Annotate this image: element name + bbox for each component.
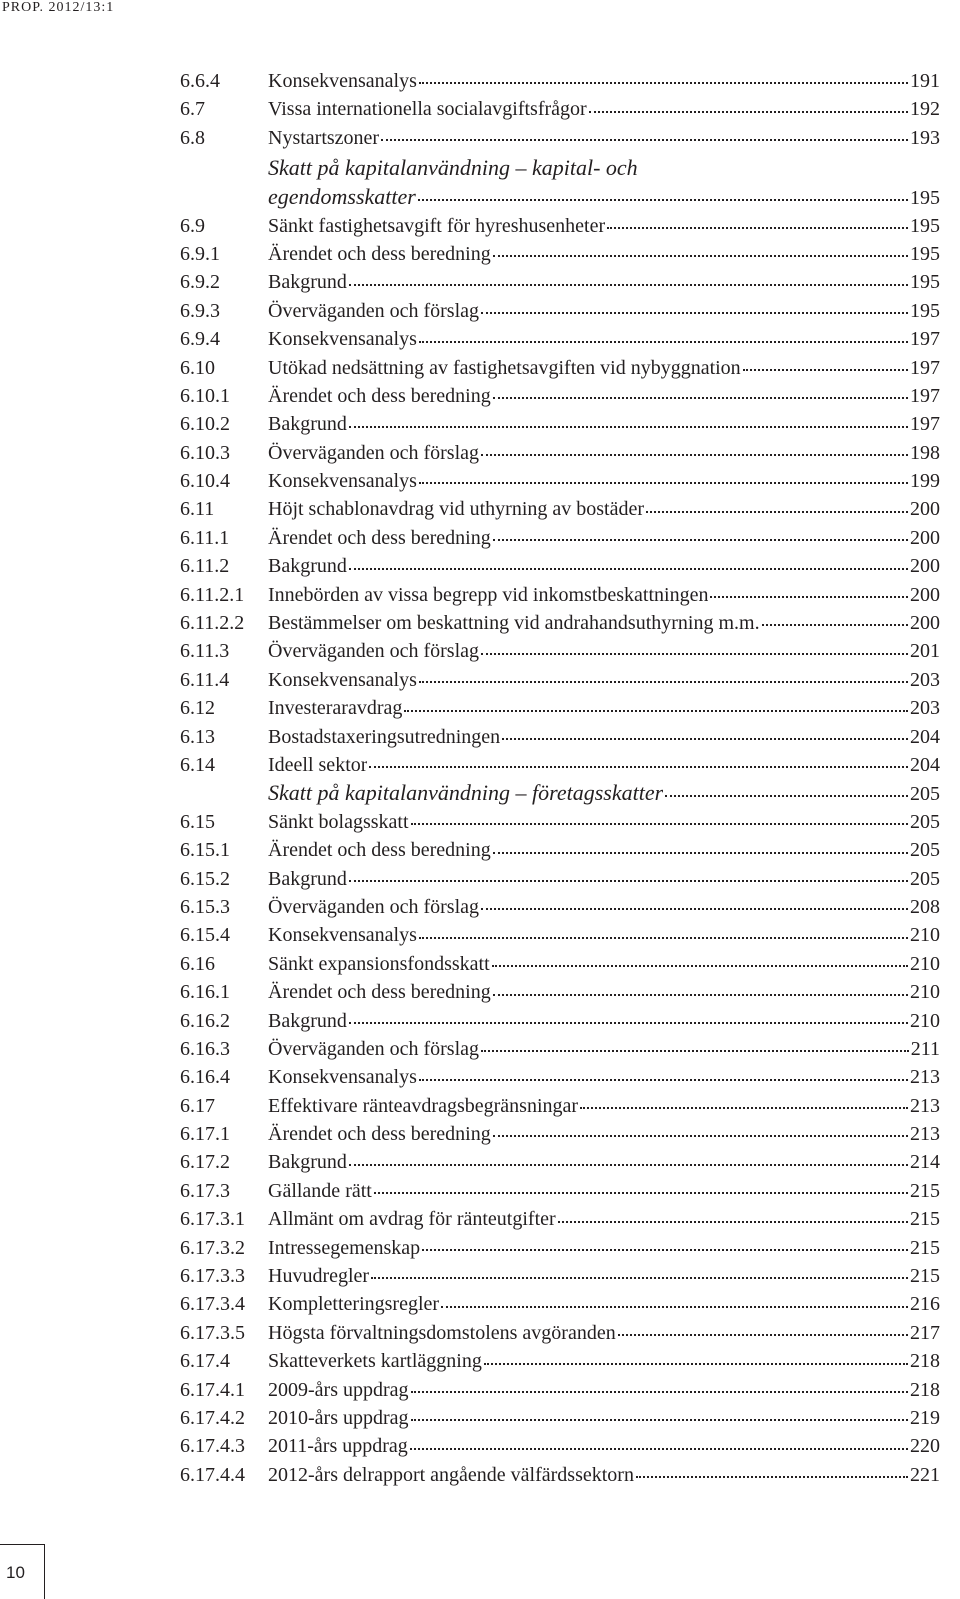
- toc-entry[interactable]: [180, 609, 940, 637]
- toc-entry-title: Bakgrund: [268, 1151, 347, 1174]
- toc-entry[interactable]: [180, 410, 940, 438]
- toc-entry-page: 217: [910, 1321, 940, 1344]
- toc-entry[interactable]: [180, 1347, 940, 1375]
- toc-entry-title: Bestämmelser om beskattning vid andrahandsuthyrning m.m.: [268, 612, 760, 635]
- toc-entry-page: 203: [910, 697, 940, 720]
- toc-entry-title: Bakgrund: [268, 271, 347, 294]
- toc-dot-leader: [441, 1305, 908, 1308]
- page-number: 10: [6, 1563, 25, 1582]
- toc-entry-title: Överväganden och förslag: [268, 895, 480, 918]
- toc-entry[interactable]: [180, 723, 940, 751]
- toc-entry-page: 218: [910, 1378, 940, 1401]
- toc-dot-leader: [419, 481, 908, 484]
- toc-entry-page: 216: [910, 1293, 940, 1316]
- toc-entry[interactable]: [180, 751, 940, 779]
- toc-entry[interactable]: [180, 1262, 940, 1290]
- toc-entry-number: 6.16.2: [180, 1009, 230, 1032]
- toc-entry-title: Utökad nedsättning av fastighetsavgiften vid nybyggnation: [268, 356, 741, 379]
- toc-entry-page: 221: [910, 1463, 940, 1486]
- toc-entry[interactable]: [180, 212, 940, 240]
- toc-entry-number: 6.9.4: [180, 328, 220, 351]
- toc-entry-title: Huvudregler: [268, 1265, 370, 1288]
- toc-entry-title: Allmänt om avdrag för ränteutgifter: [268, 1208, 556, 1231]
- toc-entry[interactable]: [180, 1063, 940, 1091]
- toc-entry[interactable]: [180, 467, 940, 495]
- toc-entry-number: 6.17: [180, 1094, 215, 1117]
- toc-entry-page: 193: [910, 126, 940, 149]
- toc-entry-page: 213: [910, 1094, 940, 1117]
- toc-entry-number: 6.11: [180, 498, 215, 521]
- toc-section-heading[interactable]: [180, 183, 940, 211]
- toc-entry-number: 6.10.3: [180, 441, 230, 464]
- toc-entry-title: Överväganden och förslag: [268, 640, 480, 663]
- toc-entry-title: Kompletteringsregler: [268, 1293, 440, 1316]
- toc-dot-leader: [481, 652, 908, 655]
- toc-entry-number: 6.13: [180, 725, 215, 748]
- toc-dot-leader: [418, 198, 908, 201]
- toc-entry[interactable]: [180, 268, 940, 296]
- toc-dot-leader: [410, 1447, 908, 1450]
- toc-entry-title: 2012-års delrapport angående välfärdssektorn: [268, 1463, 634, 1486]
- toc-entry-title: Innebörden av vissa begrepp vid inkomstbeskattningen: [268, 583, 709, 606]
- footer-rule-vertical: [44, 1544, 45, 1599]
- toc-entry[interactable]: [180, 439, 940, 467]
- toc-dot-leader: [481, 311, 908, 314]
- toc-entry-title: Ärendet och dess beredning: [268, 839, 491, 862]
- toc-dot-leader: [743, 368, 908, 371]
- toc-entry-page: 210: [910, 1009, 940, 1032]
- toc-dot-leader: [369, 765, 908, 768]
- toc-dot-leader: [493, 851, 908, 854]
- toc-entry-number: 6.9: [180, 214, 205, 237]
- toc-entry-page: 205: [910, 783, 940, 806]
- toc-entry[interactable]: [180, 836, 940, 864]
- toc-entry-page: 200: [910, 583, 940, 606]
- toc-entry-number: 6.11.2.2: [180, 612, 245, 635]
- toc-entry[interactable]: [180, 808, 940, 836]
- toc-entry-page: 205: [910, 839, 940, 862]
- toc-entry-page: 215: [910, 1236, 940, 1259]
- toc-entry[interactable]: [180, 1120, 940, 1148]
- toc-dot-leader: [710, 595, 908, 598]
- toc-dot-leader: [493, 538, 908, 541]
- toc-entry-page: 215: [910, 1265, 940, 1288]
- toc-dot-leader: [493, 993, 908, 996]
- toc-entry[interactable]: [180, 950, 940, 978]
- toc-entry-number: 6.11.3: [180, 640, 230, 663]
- toc-entry[interactable]: [180, 637, 940, 665]
- toc-entry[interactable]: [180, 552, 940, 580]
- toc-dot-leader: [419, 81, 908, 84]
- toc-entry[interactable]: [180, 893, 940, 921]
- toc-entry-title: Överväganden och förslag: [268, 441, 480, 464]
- toc-entry-number: 6.8: [180, 126, 205, 149]
- toc-entry-title: egendomsskatter: [268, 184, 416, 210]
- toc-entry-page: 199: [910, 470, 940, 493]
- toc-entry[interactable]: [180, 1035, 940, 1063]
- toc-entry-number: 6.9.3: [180, 299, 220, 322]
- toc-entry-number: 6.15.4: [180, 924, 230, 947]
- toc-entry-page: 200: [910, 555, 940, 578]
- toc-entry-page: 214: [910, 1151, 940, 1174]
- toc-dot-leader: [502, 737, 908, 740]
- toc-entry-title: 2009-års uppdrag: [268, 1378, 409, 1401]
- toc-entry-page: 211: [910, 1037, 940, 1060]
- toc-entry-title: Konsekvensanalys: [268, 924, 417, 947]
- toc-entry-title: Nystartszoner: [268, 126, 380, 149]
- toc-entry-number: 6.17.3.4: [180, 1293, 245, 1316]
- toc-entry-title: Ärendet och dess beredning: [268, 384, 491, 407]
- toc-entry[interactable]: [180, 1432, 940, 1460]
- toc-entry-page: 195: [910, 214, 940, 237]
- toc-entry[interactable]: [180, 921, 940, 949]
- toc-entry-page: 198: [910, 441, 940, 464]
- toc-entry-number: 6.9.1: [180, 242, 220, 265]
- toc-dot-leader: [419, 1078, 908, 1081]
- toc-dot-leader: [484, 1362, 908, 1365]
- toc-entry[interactable]: [180, 1205, 940, 1233]
- toc-entry-page: 210: [910, 924, 940, 947]
- toc-entry[interactable]: [180, 1007, 940, 1035]
- toc-entry-page: 205: [910, 810, 940, 833]
- toc-entry-title: Effektivare ränteavdragsbegränsningar: [268, 1094, 579, 1117]
- toc-entry-title: 2011-års uppdrag: [268, 1435, 408, 1458]
- toc-entry-page: 215: [910, 1208, 940, 1231]
- toc-entry-page: 210: [910, 952, 940, 975]
- toc-entry-page: 197: [910, 328, 940, 351]
- toc-entry-title: Bakgrund: [268, 413, 347, 436]
- toc-dot-leader: [404, 709, 908, 712]
- toc-entry-number: 6.15.1: [180, 839, 230, 862]
- toc-entry-title: Höjt schablonavdrag vid uthyrning av bostäder: [268, 498, 645, 521]
- toc-dot-leader: [618, 1333, 908, 1336]
- toc-dot-leader: [419, 680, 908, 683]
- toc-entry-number: 6.17.1: [180, 1123, 230, 1146]
- toc-entry[interactable]: [180, 1319, 940, 1347]
- toc-entry-title: Investeraravdrag: [268, 697, 403, 720]
- toc-dot-leader: [493, 1134, 908, 1137]
- toc-dot-leader: [481, 1049, 909, 1052]
- toc-dot-leader: [665, 794, 908, 797]
- toc-entry[interactable]: [180, 524, 940, 552]
- toc-entry-title: Gällande rätt: [268, 1179, 372, 1202]
- toc-entry-number: 6.15: [180, 810, 215, 833]
- toc-dot-leader: [349, 879, 908, 882]
- toc-entry-page: 195: [910, 271, 940, 294]
- toc-entry-title: Ärendet och dess beredning: [268, 242, 491, 265]
- toc-entry[interactable]: [180, 1404, 940, 1432]
- toc-dot-leader: [481, 907, 908, 910]
- toc-entry[interactable]: [180, 325, 940, 353]
- toc-entry-title: Konsekvensanalys: [268, 328, 417, 351]
- toc-dot-leader: [580, 1106, 908, 1109]
- toc-dot-leader: [422, 1248, 908, 1251]
- toc-dot-leader: [589, 110, 908, 113]
- toc-entry-page: 197: [910, 384, 940, 407]
- toc-entry-number: 6.11.2.1: [180, 583, 245, 606]
- toc-dot-leader: [646, 510, 908, 513]
- toc-entry-title: Sänkt bolagsskatt: [268, 810, 409, 833]
- toc-entry-number: 6.10: [180, 356, 215, 379]
- toc-entry-title: Ärendet och dess beredning: [268, 1123, 491, 1146]
- toc-entry-number: 6.11.1: [180, 526, 230, 549]
- toc-entry[interactable]: [180, 124, 940, 152]
- toc-entry-page: 197: [910, 356, 940, 379]
- toc-entry[interactable]: [180, 1290, 940, 1318]
- toc-entry-number: 6.17.4.2: [180, 1406, 245, 1429]
- toc-entry-page: 200: [910, 526, 940, 549]
- toc-entry[interactable]: [180, 1177, 940, 1205]
- footer-rule: [0, 1544, 44, 1545]
- toc-dot-leader: [636, 1475, 908, 1478]
- toc-entry-page: 195: [910, 187, 940, 210]
- toc-entry-number: 6.15.3: [180, 895, 230, 918]
- toc-entry-title: 2010-års uppdrag: [268, 1406, 409, 1429]
- toc-entry-number: 6.17.3.1: [180, 1208, 245, 1231]
- toc-entry-title: Ärendet och dess beredning: [268, 981, 491, 1004]
- toc-entry-page: 210: [910, 981, 940, 1004]
- toc-dot-leader: [349, 1021, 908, 1024]
- toc-entry-page: 191: [910, 70, 940, 92]
- toc-entry[interactable]: [180, 382, 940, 410]
- toc-entry-title: Överväganden och förslag: [268, 1037, 480, 1060]
- toc-section-heading[interactable]: [180, 152, 940, 183]
- toc-entry[interactable]: [180, 978, 940, 1006]
- toc-entry[interactable]: [180, 240, 940, 268]
- toc-entry-number: 6.11.4: [180, 668, 230, 691]
- toc-entry-page: 204: [910, 753, 940, 776]
- toc-entry-page: 200: [910, 498, 940, 521]
- toc-entry[interactable]: [180, 297, 940, 325]
- toc-entry-title: Skatteverkets kartläggning: [268, 1350, 482, 1373]
- toc-dot-leader: [493, 254, 908, 257]
- toc-entry-title: Konsekvensanalys: [268, 470, 417, 493]
- toc-dot-leader: [349, 425, 908, 428]
- toc-entry[interactable]: [180, 1234, 940, 1262]
- toc-entry-number: 6.11.2: [180, 555, 230, 578]
- toc-entry-title: Sänkt expansionsfondsskatt: [268, 952, 490, 975]
- table-of-contents: [180, 67, 940, 1489]
- toc-entry-title: Skatt på kapitalanvändning – företagsskatter: [268, 780, 664, 806]
- toc-dot-leader: [607, 226, 908, 229]
- toc-entry[interactable]: [180, 354, 940, 382]
- toc-entry-page: 197: [910, 413, 940, 436]
- toc-entry-number: 6.17.2: [180, 1151, 230, 1174]
- toc-entry-page: 213: [910, 1123, 940, 1146]
- toc-entry-number: 6.17.4: [180, 1350, 230, 1373]
- toc-entry-title: Intressegemenskap: [268, 1236, 421, 1259]
- toc-entry-number: 6.10.4: [180, 470, 230, 493]
- toc-entry-page: 201: [910, 640, 940, 663]
- toc-entry-page: 195: [910, 242, 940, 265]
- toc-entry-title: Konsekvensanalys: [268, 70, 417, 92]
- toc-dot-leader: [419, 936, 908, 939]
- toc-entry[interactable]: [180, 694, 940, 722]
- toc-entry-title: Konsekvensanalys: [268, 1066, 417, 1089]
- toc-dot-leader: [492, 964, 908, 967]
- toc-entry-title: Vissa internationella socialavgiftsfrågor: [268, 98, 587, 121]
- toc-entry-number: 6.16.1: [180, 981, 230, 1004]
- toc-entry-number: 6.17.3: [180, 1179, 230, 1202]
- toc-entry-number: 6.15.2: [180, 867, 230, 890]
- toc-entry-number: 6.10.2: [180, 413, 230, 436]
- toc-entry-number: 6.10.1: [180, 384, 230, 407]
- toc-entry-number: 6.16: [180, 952, 215, 975]
- toc-dot-leader: [558, 1220, 908, 1223]
- toc-entry-page: 215: [910, 1179, 940, 1202]
- toc-entry-number: 6.17.4.4: [180, 1463, 245, 1486]
- toc-dot-leader: [493, 396, 908, 399]
- toc-entry-number: 6.17.4.1: [180, 1378, 245, 1401]
- toc-entry-page: 208: [910, 895, 940, 918]
- toc-entry-title: Bakgrund: [268, 867, 347, 890]
- toc-entry-page: 219: [910, 1406, 940, 1429]
- toc-entry-title: Skatt på kapitalanvändning – kapital- och: [268, 155, 638, 181]
- toc-dot-leader: [349, 283, 908, 286]
- toc-entry-title: Ärendet och dess beredning: [268, 526, 491, 549]
- toc-entry-page: 220: [910, 1435, 940, 1458]
- toc-entry[interactable]: [180, 495, 940, 523]
- toc-dot-leader: [381, 138, 908, 141]
- toc-dot-leader: [349, 1163, 908, 1166]
- toc-entry-page: 205: [910, 867, 940, 890]
- toc-dot-leader: [349, 567, 908, 570]
- toc-entry-number: 6.7: [180, 98, 205, 121]
- toc-entry-number: 6.12: [180, 697, 215, 720]
- toc-dot-leader: [411, 822, 908, 825]
- toc-entry-page: 200: [910, 612, 940, 635]
- toc-entry-number: 6.16.4: [180, 1066, 230, 1089]
- toc-entry-page: 203: [910, 668, 940, 691]
- toc-entry-title: Ideell sektor: [268, 753, 368, 776]
- toc-entry-number: 6.17.4.3: [180, 1435, 245, 1458]
- toc-entry-number: 6.17.3.5: [180, 1321, 245, 1344]
- toc-entry-page: 218: [910, 1350, 940, 1373]
- toc-entry-page: 192: [910, 98, 940, 121]
- toc-entry[interactable]: [180, 67, 940, 95]
- toc-dot-leader: [411, 1418, 908, 1421]
- toc-entry[interactable]: [180, 1461, 940, 1489]
- toc-entry[interactable]: [180, 1092, 940, 1120]
- toc-entry-number: 6.17.3.3: [180, 1265, 245, 1288]
- toc-dot-leader: [371, 1276, 908, 1279]
- toc-entry-title: Bostadstaxeringsutredningen: [268, 725, 501, 748]
- toc-entry-page: 213: [910, 1066, 940, 1089]
- toc-entry[interactable]: [180, 1376, 940, 1404]
- toc-entry-page: 195: [910, 299, 940, 322]
- toc-entry-number: 6.14: [180, 753, 215, 776]
- toc-entry-number: 6.16.3: [180, 1037, 230, 1060]
- toc-entry-title: Sänkt fastighetsavgift för hyreshusenheter: [268, 214, 606, 237]
- toc-entry-title: Bakgrund: [268, 1009, 347, 1032]
- toc-entry-title: Konsekvensanalys: [268, 668, 417, 691]
- toc-entry[interactable]: [180, 666, 940, 694]
- toc-dot-leader: [411, 1390, 908, 1393]
- toc-entry-number: 6.17.3.2: [180, 1236, 245, 1259]
- toc-entry[interactable]: [180, 1148, 940, 1176]
- toc-entry-number: 6.6.4: [180, 70, 220, 92]
- toc-entry[interactable]: [180, 865, 940, 893]
- document-reference: PROP. 2012/13:1: [2, 0, 115, 15]
- toc-dot-leader: [419, 340, 908, 343]
- toc-entry-title: Överväganden och förslag: [268, 299, 480, 322]
- toc-entry-title: Bakgrund: [268, 555, 347, 578]
- toc-dot-leader: [374, 1191, 908, 1194]
- toc-dot-leader: [481, 453, 908, 456]
- toc-entry[interactable]: [180, 95, 940, 123]
- toc-entry-title: Högsta förvaltningsdomstolens avgöranden: [268, 1321, 616, 1344]
- toc-entry-page: 204: [910, 725, 940, 748]
- toc-section-heading[interactable]: [180, 779, 940, 807]
- toc-entry-number: 6.9.2: [180, 271, 220, 294]
- toc-entry[interactable]: [180, 581, 940, 609]
- toc-dot-leader: [762, 623, 908, 626]
